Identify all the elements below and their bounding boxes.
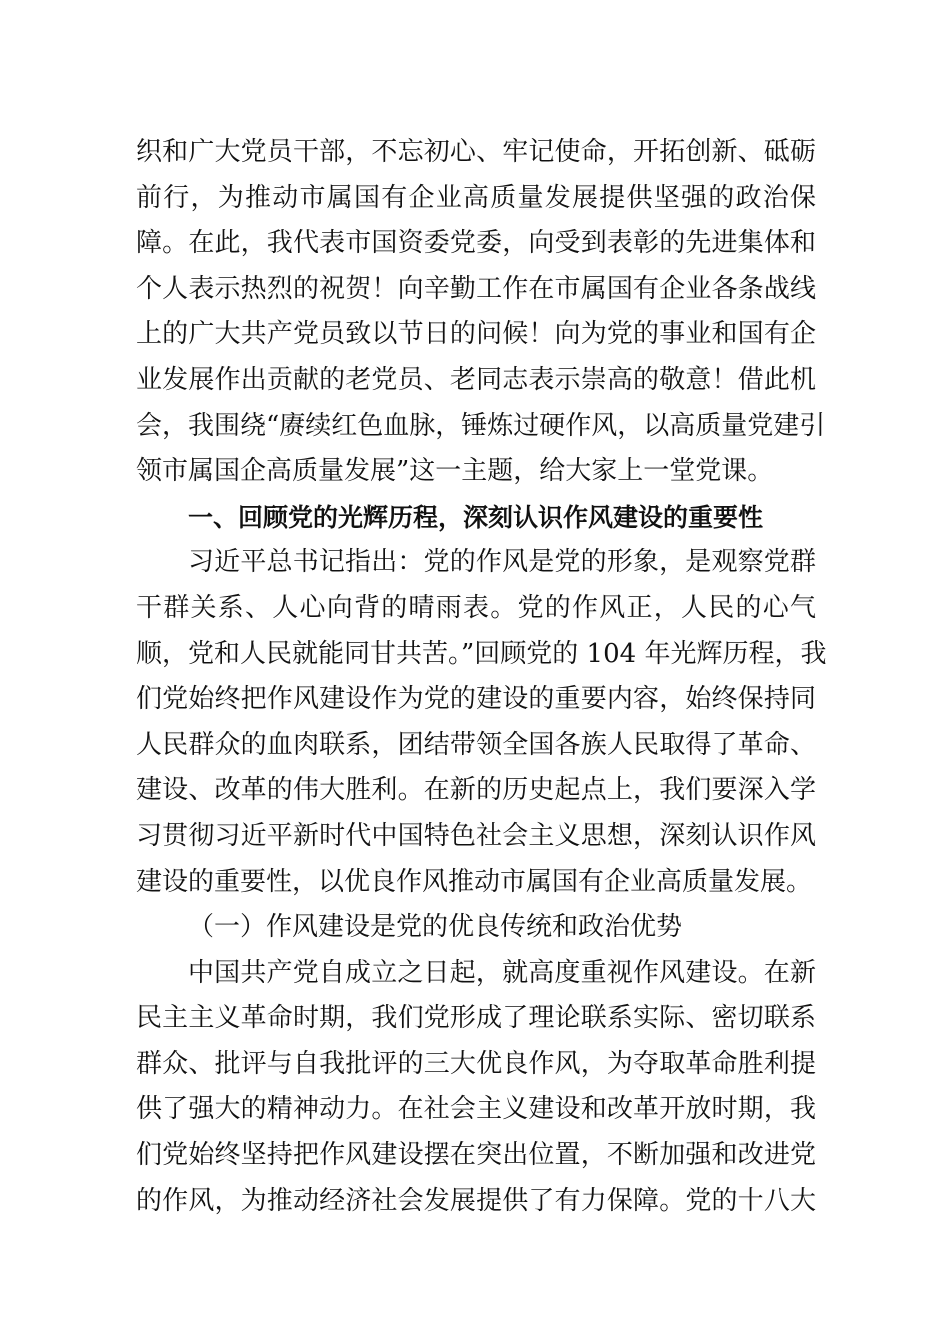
paragraph-3-line-4: 供了强大的精神动力。在社会主义建设和改革开放时期，我 [136,1094,816,1125]
paragraph-1-line-2: 前行，为推动市属国有企业高质量发展提供坚强的政治保 [136,182,816,213]
paragraph-1-line-4: 个人表示热烈的祝贺！向辛勤工作在市属国有企业各条战线 [136,273,816,304]
paragraph-2-line-2: 干群关系、人心向背的晴雨表。党的作风正，人民的心气 [136,592,816,623]
paragraph-1-line-3: 障。在此，我代表市国资委党委，向受到表彰的先进集体和 [136,228,816,259]
paragraph-1-line-5: 上的广大共产党员致以节日的问候！向为党的事业和国有企 [136,319,816,350]
paragraph-1-line-6: 业发展作出贡献的老党员、老同志表示崇高的敬意！借此机 [136,364,816,395]
paragraph-3-line-6: 的作风，为推动经济社会发展提供了有力保障。党的十八大 [136,1185,816,1216]
section-heading-1: 一、回顾党的光辉历程，深刻认识作风建设的重要性 [188,502,764,532]
paragraph-3-line-1: 中国共产党自成立之日起，就高度重视作风建设。在新 [188,957,816,988]
paragraph-2-line-1: 习近平总书记指出：党的作风是党的形象，是观察党群 [188,547,816,578]
paragraph-1-line-7: 会，我围绕“赓续红色血脉，锤炼过硬作风，以高质量党建引 [136,410,826,441]
document-body [136,130,827,1224]
paragraph-2-line-3: 顺，党和人民就能同甘共苦。”回顾党的 104 年光辉历程，我 [136,638,827,669]
paragraph-2-line-7: 习贯彻习近平新时代中国特色社会主义思想，深刻认识作风 [136,820,816,851]
paragraph-2-line-4: 们党始终把作风建设作为党的建设的重要内容，始终保持同 [136,684,816,715]
paragraph-3-line-2: 民主主义革命时期，我们党形成了理论联系实际、密切联系 [136,1003,816,1034]
subsection-heading-1: （一）作风建设是党的优良传统和政治优势 [188,912,683,943]
paragraph-2-line-5: 人民群众的血肉联系，团结带领全国各族人民取得了革命、 [136,729,816,760]
paragraph-2-line-8: 建设的重要性，以优良作风推动市属国有企业高质量发展。 [136,866,813,897]
paragraph-2-line-6: 建设、改革的伟大胜利。在新的历史起点上，我们要深入学 [136,775,816,806]
paragraph-3-line-5: 们党始终坚持把作风建设摆在突出位置，不断加强和改进党 [136,1140,816,1171]
paragraph-1-line-8: 领市属国企高质量发展”这一主题，给大家上一堂党课。 [136,456,774,487]
paragraph-3-line-3: 群众、批评与自我批评的三大优良作风，为夺取革命胜利提 [136,1048,816,1079]
paragraph-1-line-1: 织和广大党员干部，不忘初心、牢记使命，开拓创新、砥砺 [136,137,816,167]
